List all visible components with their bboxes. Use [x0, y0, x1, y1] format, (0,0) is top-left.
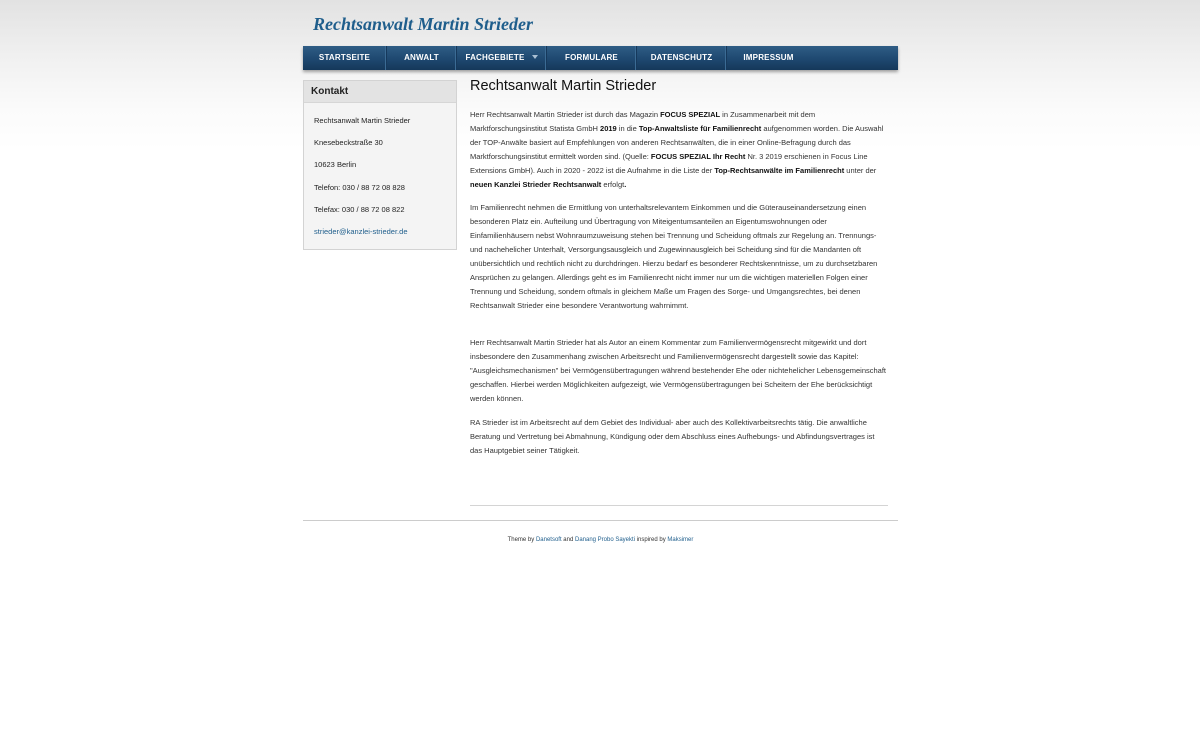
nav-item-label: ANWALT: [404, 53, 439, 62]
text-run: aufgenommen worden. Die Auswahl der TOP-Anwälte basiert auf Empfehlungen von anderen Rechtsanwälten, die in einer Online-Befragung durch das Marktforschungsinstitut ermittelt worden sind. (Quelle:: [470, 124, 884, 161]
main-content: [470, 78, 888, 94]
text-run: in Zusammenarbeit mit dem Marktforschungsinstitut Statista GmbH: [470, 110, 816, 133]
paragraph-arbeitsrecht: RA Strieder ist im Arbeitsrecht auf dem Gebiet des Individual- aber auch des Kollektivarbeitsrechts tätig. Die anwaltliche Beratung und Vertretung bei Abmahnung, Kündigung oder dem Abschluss eines Aufhebungs- und Abfindungsvertrages ist das Hauptgebiet seiner Tätigkeit.: [470, 418, 875, 455]
bold-text: 2019: [600, 124, 617, 133]
main-navigation: [303, 46, 898, 70]
nav-item-fachgebiete[interactable]: [457, 46, 547, 70]
site-title[interactable]: Rechtsanwalt Martin Strieder: [313, 14, 534, 34]
text-run: in die: [616, 124, 639, 133]
footer-text: Theme by: [507, 537, 536, 543]
footer-text: inspired by: [635, 537, 668, 543]
contact-name: Rechtsanwalt Martin Strieder: [314, 116, 411, 125]
content-divider: [470, 505, 888, 506]
footer-credits: [303, 537, 898, 543]
contact-phone: Telefon: 030 / 88 72 08 828: [314, 183, 405, 192]
contact-email-link[interactable]: strieder@kanzlei-strieder.de: [314, 227, 408, 236]
nav-item-anwalt[interactable]: [387, 46, 457, 70]
bold-text: FOCUS SPEZIAL Ihr Recht: [650, 152, 746, 161]
nav-item-label: IMPRESSUM: [743, 53, 794, 62]
text-run: unter der: [844, 166, 877, 175]
bold-text: .: [624, 180, 627, 189]
nav-item-label: DATENSCHUTZ: [650, 53, 713, 62]
bold-text: FOCUS SPEZIAL: [660, 110, 721, 119]
nav-item-label: FORMULARE: [565, 53, 618, 62]
page-title: Rechtsanwalt Martin Strieder: [470, 78, 657, 94]
paragraph-familienrecht: Im Familienrecht nehmen die Ermittlung von unterhaltsrelevantem Einkommen und die Güterauseinandersetzung einen besonderen Platz ein. Aufteilung und Übertragung von Miteigentumsanteilen an Eigentumswohnungen oder Einfamilienhäusern nebst Wohnraumzuweisung stehen bei Trennung und Scheidung oftmals zur Regelung an. Trennungs- und nachehelicher Unterhalt, Versorgungsausgleich und Zugewinnausgleich bei Scheidung sind für die Mandanten oft unübersichtlich und rechtlich nicht zu durchdringen. Hierzu bedarf es besonderer Rechtskenntnisse, um zu durchsetzbaren Ansprüchen zu gelangen. Allerdings geht es im Familienrecht nicht immer nur um die wichtigen materiellen Folgen einer Trennung und Scheidung, sondern oftmals in gleichem Maße um Fragen des Sorge- und Umgangsrechtes, bei denen Rechtsanwalt Strieder eine besondere Verantwortung wahrnimmt.: [470, 203, 878, 310]
footer-divider: [303, 520, 898, 521]
text-run: erfolgt: [601, 180, 625, 189]
contact-fax: Telefax: 030 / 88 72 08 822: [314, 205, 405, 214]
chevron-down-icon: [532, 55, 538, 59]
nav-item-datenschutz[interactable]: [637, 46, 727, 70]
nav-item-label: FACHGEBIETE: [465, 53, 525, 62]
nav-item-label: STARTSEITE: [318, 53, 371, 62]
bold-text: Top-Rechtsanwälte im Familienrecht: [714, 166, 845, 175]
contact-sidebar: [303, 80, 457, 250]
text-run: Herr Rechtsanwalt Martin Strieder ist durch das Magazin: [470, 110, 661, 119]
nav-item-formulare[interactable]: [547, 46, 637, 70]
text-run: Nr. 3 2019 erschienen in Focus Line Extensions GmbH). Auch in 2020 - 2022 ist die Aufnahme in die Liste der: [470, 152, 868, 175]
nav-item-impressum[interactable]: [727, 46, 810, 70]
bold-text: neuen Kanzlei Strieder Rechtsanwalt: [470, 180, 602, 189]
sidebar-heading: Kontakt: [304, 81, 456, 103]
contact-street: Knesebeckstraße 30: [314, 138, 383, 147]
paragraph-autor: Herr Rechtsanwalt Martin Strieder hat als Autor an einem Kommentar zum Familienvermögensrecht mitgewirkt und dort insbesondere den Zusammenhang zwischen Arbeitsrecht und Familienvermögensrecht dargestellt sowie das Kapitel: "Ausgleichsmechanismen" bei Vermögensübertragungen während bestehender Ehe oder nichtehelicher Lebensgemeinschaft geschaffen. Hierbei werden Möglichkeiten aufgezeigt, wie Vermögensübertragungen bei Scheitern der Ehe berücksichtigt werden können.: [470, 338, 887, 403]
nav-item-startseite[interactable]: [303, 46, 387, 70]
footer-link-maksimer[interactable]: Maksimer: [667, 537, 694, 543]
footer-link-danang[interactable]: Danang Probo Sayekti: [574, 537, 636, 543]
bold-text: Top-Anwaltsliste für Familienrecht: [638, 124, 762, 133]
paragraph-focus-spezial: [470, 108, 888, 192]
footer-text: and: [561, 537, 575, 543]
contact-city: 10623 Berlin: [314, 160, 357, 169]
footer-link-danetsoft[interactable]: Danetsoft: [535, 537, 562, 543]
